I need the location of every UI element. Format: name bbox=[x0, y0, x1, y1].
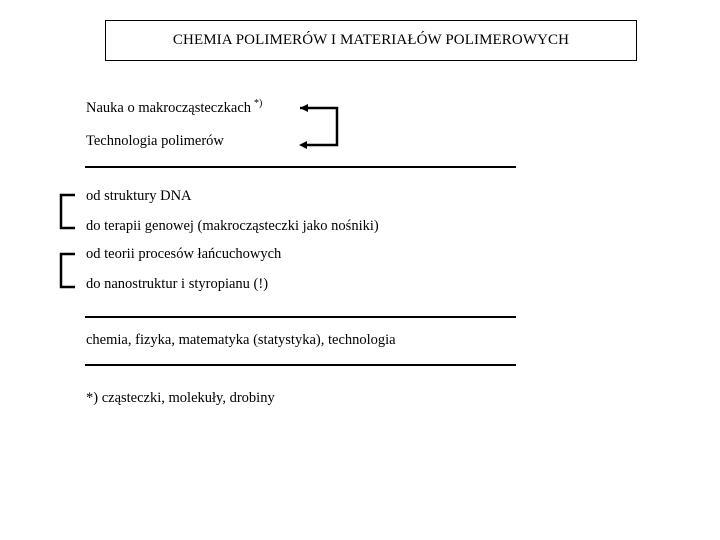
double-arrow-connector bbox=[296, 98, 346, 152]
arrow-head-bottom bbox=[299, 141, 307, 149]
divider-3 bbox=[85, 364, 516, 366]
title-box bbox=[105, 20, 637, 61]
divider-1 bbox=[85, 166, 516, 168]
bracket-2 bbox=[58, 252, 78, 290]
intro-line-2: Technologia polimerów bbox=[86, 133, 224, 149]
footnote-marker: *) bbox=[254, 98, 263, 109]
intro-line-1-text: Nauka o makrocząsteczkach bbox=[86, 100, 252, 116]
document-title: CHEMIA POLIMERÓW I MATERIAŁÓW POLIMEROWYCH bbox=[172, 32, 570, 48]
footnote: *) cząsteczki, molekuły, drobiny bbox=[86, 390, 275, 406]
scope-item-4: do nanostruktur i styropianu (!) bbox=[86, 276, 269, 292]
intro-line-1 bbox=[86, 100, 262, 117]
divider-2 bbox=[85, 316, 516, 318]
disciplines-line: chemia, fizyka, matematyka (statystyka), technologia bbox=[86, 332, 396, 348]
arrow-head-top bbox=[300, 104, 308, 112]
scope-item-1: od struktury DNA bbox=[86, 188, 192, 204]
scope-item-3: od teorii procesów łańcuchowych bbox=[86, 246, 282, 262]
bracket-1 bbox=[58, 193, 78, 231]
scope-item-2: do terapii genowej (makrocząsteczki jako nośniki) bbox=[86, 218, 379, 234]
